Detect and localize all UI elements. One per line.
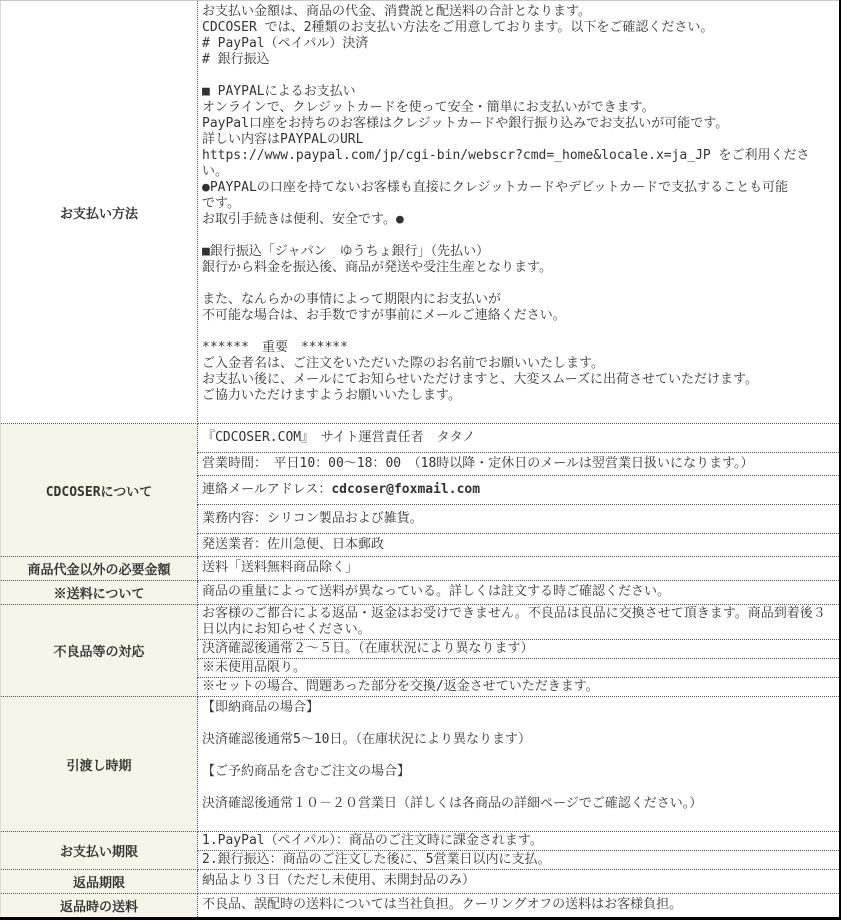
text-line: 【即納商品の場合】 [202,700,320,715]
text-line: ■銀行振込「ジャパン ゆうちょ銀行」（先払い） [202,244,490,259]
text-line: 不可能な場合は、お手数ですが事前にメールご連絡ください。 [202,308,566,323]
text-line: 銀行から料金を振込後、商品が発送や受注生産となります。 [202,260,552,275]
delivery-content [198,697,841,832]
about-hours-line: 営業時間： 平日10：00～18：00 （18時以降・定休日のメールは翌営業日扱いになります。） [198,453,841,476]
contact-email-label: 連絡メールアドレス： [202,482,332,497]
text-line: です。 [202,196,240,211]
row-shipping-note [1,581,841,605]
about-business-line: 業務内容：シリコン製品および雑貨。 [198,505,841,534]
row-delivery [1,697,841,832]
row-header-return-deadline: 返品期限 [1,870,198,894]
text-line: PayPal口座をお持ちのお客様はクレジットカードや銀行振り込みでお支払いが可能です。 [202,116,729,131]
row-header-delivery: 引渡し時期 [1,697,198,832]
text-line: 決済確認後通常１０－２０営業日（詳しくは各商品の詳細ページでご確認ください。） [202,796,703,811]
text-line: # 銀行振込 [202,52,270,67]
payment-deadline-item-0: 1.PayPal（ペイパル）：商品のご注文時に課金されます。 [198,832,841,851]
about-shippers-line: 発送業者：佐川急便、日本郵政 [198,534,841,557]
defective-item-2: ※未使用品限り。 [198,659,841,678]
text-line: 【ご予約商品を含むご注文の場合】 [202,764,411,779]
text-line: ****** 重要 ****** [202,340,348,355]
row-payment-method [1,1,841,424]
return-shipping-content: 不良品、誤配時の送料については当社負担。クーリングオフの送料はお客様負担。 [198,894,841,919]
text-line: # PayPal（ペイパル）決済 [202,36,369,51]
text-line: ご協力いただけますようお願いいたします。 [202,388,461,403]
return-deadline-content: 納品より３日（ただし未使用、未開封品のみ） [198,870,841,894]
text-line [202,404,835,420]
row-header-defective: 不良品等の対応 [1,605,198,697]
text-line: ご入金者名は、ご注文をいただいた際のお名前でお願いいたします。 [202,356,604,371]
row-payment-deadline-0 [1,832,841,851]
defective-item-0: お客様のご都合による返品・返金はお受けできません。不良品は良品に交換させて頂きます。商品到着後３日以内にお知らせください。 [198,605,841,640]
row-return-deadline [1,870,841,894]
about-site-line: 『CDCOSER.COM』 サイト運営責任者 タタノ [198,424,841,453]
text-line: https://www.paypal.com/jp/cgi-bin/webscr?cmd=_home&locale.x=ja_JP をご利用ください。 [202,148,810,179]
row-header-payment-method: お支払い方法 [1,1,198,424]
row-header-shipping-note: ※送料について [1,581,198,605]
row-return-shipping [1,894,841,919]
text-line [202,748,835,764]
text-line: オンラインで、クレジットカードを使って安全・簡単にお支払いができます。 [202,100,655,115]
text-line: 決済確認後通常5～10日。（在庫状況により異なります） [202,732,531,747]
about-contact-line [198,476,841,505]
row-header-extra-fees: 商品代金以外の必要金額 [1,557,198,581]
payment-method-content [198,1,841,424]
row-header-payment-deadline: お支払い期限 [1,832,198,870]
extra-fees-content: 送料「送料無料商品除く」 [198,557,841,581]
row-header-about: CDCOSERについて [1,424,198,557]
text-line [202,68,835,84]
text-line: CDCOSER では、2種類のお支払い方法をご用意しております。以下をご確認ください。 [202,20,714,35]
text-line [202,228,835,244]
text-line: ●PAYPALの口座を持てないお客様も直接にクレジットカードやデビットカードで支払することも可能 [202,180,789,195]
row-defective-0 [1,605,841,640]
defective-item-3: ※セットの場合、問題あった部分を交換/返金させていただきます。 [198,678,841,697]
text-line [202,780,835,796]
text-line: お取引手続きは便利、安全です。● [202,212,404,227]
text-line [202,716,835,732]
text-line [202,812,835,828]
text-line: ■ PAYPALによるお支払い [202,84,356,99]
text-line: 詳しい内容はPAYPALのURL [202,132,364,147]
text-line: お支払い後に、メールにてお知らせいただけますと、大変スムーズに出荷させていただけます。 [202,372,759,387]
text-line [202,324,835,340]
shipping-note-content: 商品の重量によって送料が異なっている。詳しくは註文する時ご確認ください。 [198,581,841,605]
contact-email: cdcoser@foxmail.com [331,482,481,497]
defective-item-1: 決済確認後通常２～５日。（在庫状況により異なります） [198,640,841,659]
payment-deadline-item-1: 2.銀行振込：商品のご注文した後に、5営業日以内に支払。 [198,851,841,870]
row-header-return-shipping: 返品時の送料 [1,894,198,919]
row-extra-fees [1,557,841,581]
text-line: また、なんらかの事情によって期限内にお支払いが [202,292,502,307]
row-about-site [1,424,841,453]
text-line [202,276,835,292]
text-line: お支払い金額は、商品の代金、消費説と配送料の合計となります。 [202,4,591,19]
